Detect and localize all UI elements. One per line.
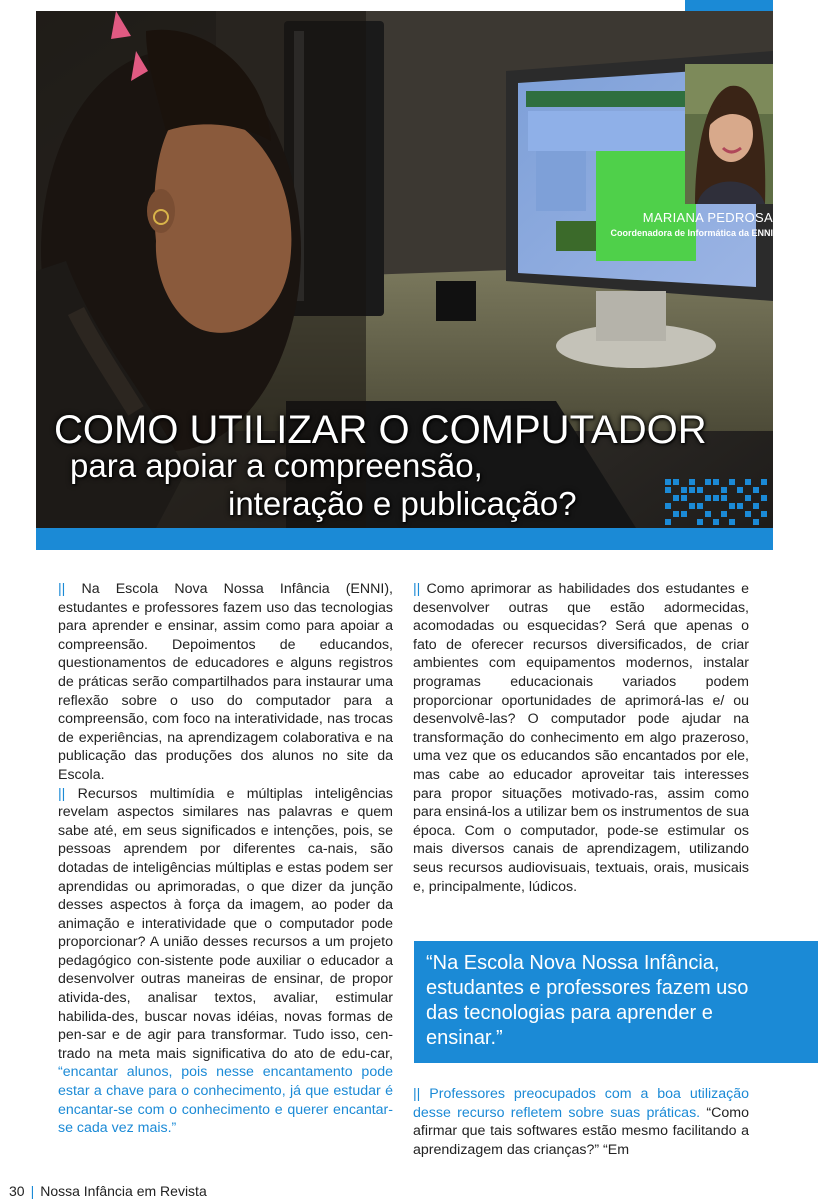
paragraph-marker: ||: [413, 1086, 421, 1102]
pixel-decoration: [665, 479, 773, 525]
article-column-bottom: [413, 1085, 749, 1159]
paragraph-marker: ||: [413, 581, 421, 597]
headline-line-2: para apoiar a compreensão,: [70, 447, 483, 484]
page-number: 30: [9, 1183, 25, 1199]
paragraph-teachers: [413, 1085, 749, 1159]
paragraph-text: Recursos multimídia e múltiplas inteligências revelam aspectos similares nas palavras e quem sabe até, em seus significados e intenções, pois, se pessoas aprendem por diferentes ca-nais, são dotadas de inteligências múltiplas e estas podem ser aprendidas ou aprimoradas, o que dizer da junção desses aspectos à força da imagem, ao poder da animação e interatividade que o computador pode proporcionar? A união desses recursos a um projeto pedagógico con-sistente pode auxiliar o educador a desenvolver outras maneiras de ensinar, de propor ativida-des, analisar textos, avaliar, estimular habilida-des, buscar novas idéias, novas formas de pen-sar e de agir para transformar. Tudo isso, cen-trado na meta mais significativa do ato de edu-car,: [58, 785, 393, 1062]
article-column-left: [58, 580, 393, 1138]
pull-quote-text: “Na Escola Nova Nossa Infância, estudantes e professores fazem uso das tecnologias para aprender e ensinar.”: [426, 952, 749, 1049]
paragraph-text: Na Escola Nova Nossa Infância (ENNI), estudantes e professores fazem uso das tecnologias para aprender e ensinar, assim como para apoiar a compreensão. Depoimentos de educandos, questionamentos de educadores e alguns registros de práticas serão compartilhados para instaurar uma reflexão sobre o uso do computador para a compreensão, com foco na interatividade, nas trocas de experiências, na aprendizagem colaborativa e na publicação das produções dos alunos no site da Escola.: [58, 581, 393, 783]
portrait-name: MARIANA PEDROSA: [642, 210, 773, 225]
paragraph-lead: Professores preocupados com a boa utilização desse recurso refletem sobre suas práticas.: [413, 1086, 749, 1121]
portrait-photo: [685, 64, 773, 204]
paragraph-text: Como aprimorar as habilidades dos estudantes e desenvolver outras que estão adormecidas, acomodadas ou esquecidas? Será que apenas o fato de oferecer recursos diversificados, de criar ambientes com equipamentos modernos, instalar programas educacionais variados podem proporcionar oportunidades de aprimorá-las e/ ou desenvolvê-las? O computador pode ajudar na transformação do conhecimento em algo prazeroso, uma vez que os educandos são encantados por ele, mas cabe ao educador aproveitar tais interesses para propor situações motivado-ras, assim como para ensiná-los a utilizar bem os instrumentos de sua época. Com o computador, pode-se estimular os mais diversos canais de aprendizagem, utilizando seus recursos audiovisuais, textuais, orais, musicais e, principalmente, lúdicos.: [413, 581, 749, 895]
pull-quote-box: [414, 941, 818, 1063]
hero-accent-bar: [36, 528, 773, 550]
headline-line-3: interação e publicação?: [228, 485, 577, 522]
portrait-role: Coordenadora de Informática da ENNI: [610, 228, 773, 238]
highlighted-quote: “encantar alunos, pois nesse encantamento pode estar a chave para o conhecimento, já que estudar é encantar-se com o conhecimento e querer encantar-se cada vez mais.”: [58, 1064, 393, 1137]
paragraph-skills: [413, 580, 749, 896]
article-column-right: [413, 580, 749, 896]
portrait-illustration: [685, 64, 773, 204]
footer-separator: |: [30, 1183, 35, 1199]
paragraph-intro: [58, 580, 393, 785]
paragraph-text: “Como afirmar que tais softwares estão mesmo facilitando a aprendizagem das crianças?” “Em: [413, 1104, 750, 1158]
paragraph-marker: ||: [58, 581, 66, 597]
publication-name: Nossa Infância em Revista: [40, 1183, 207, 1199]
paragraph-multimedia: [58, 785, 393, 1138]
page-footer: [9, 1183, 207, 1199]
headline-line-1: COMO UTILIZAR O COMPUTADOR: [54, 408, 707, 452]
paragraph-marker: ||: [58, 785, 66, 802]
